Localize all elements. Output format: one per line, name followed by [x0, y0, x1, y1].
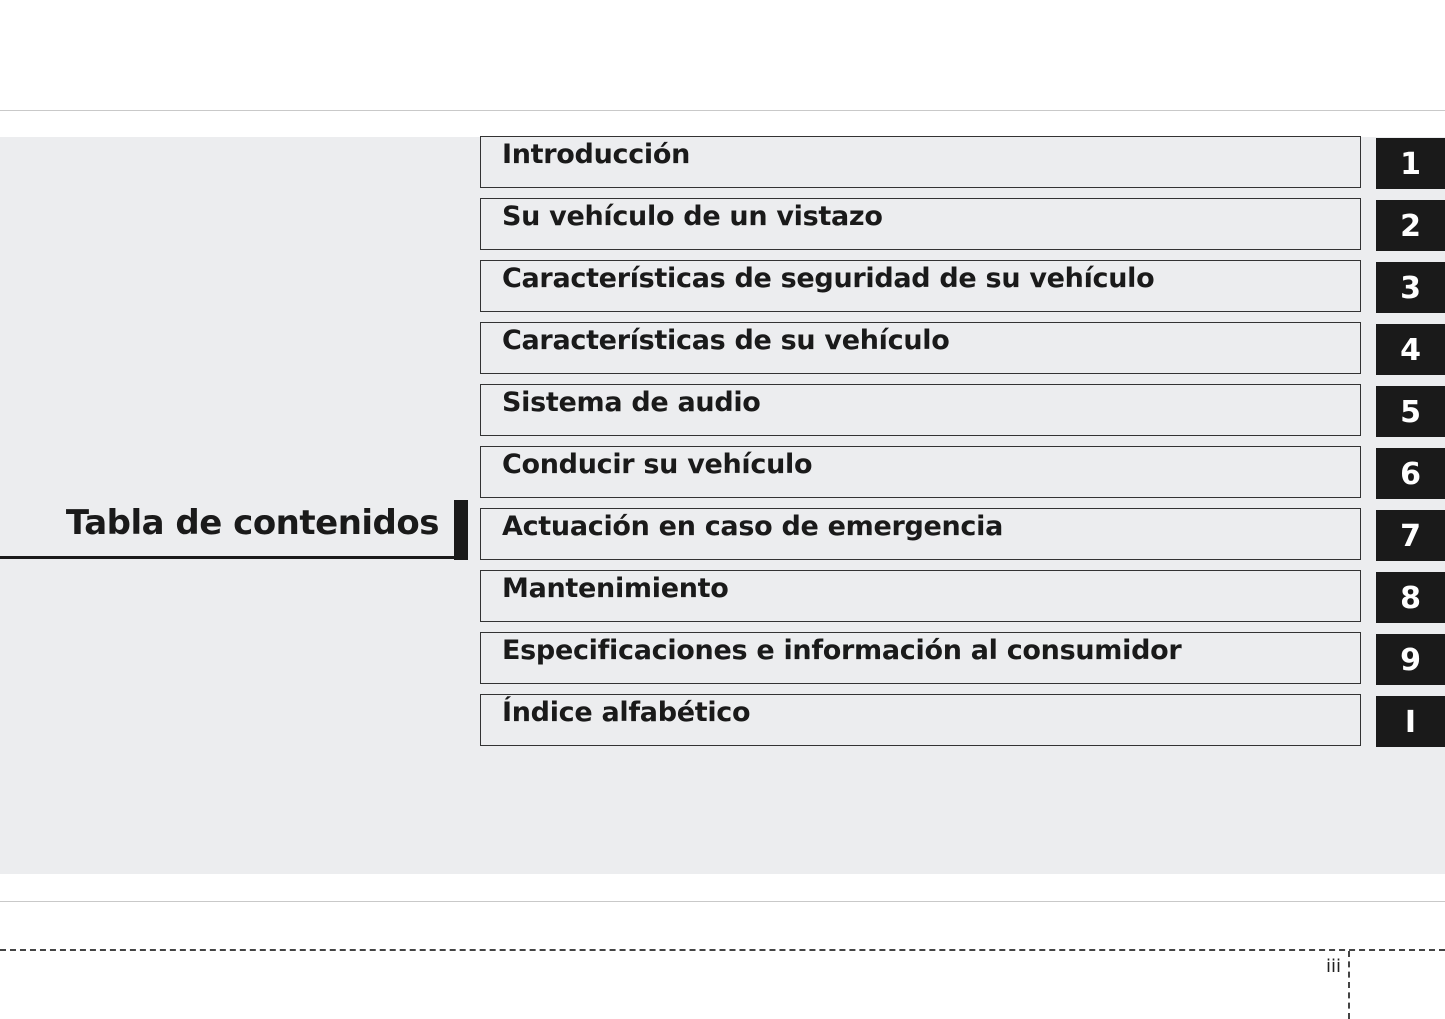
toc-row [480, 508, 1445, 570]
toc-entry-label: Conducir su vehículo [502, 449, 813, 480]
page-title: Tabla de contenidos [65, 503, 439, 543]
chapter-tab-7[interactable]: 7 [1376, 510, 1445, 561]
cut-line-horizontal [0, 949, 1445, 951]
toc-entry-conducir[interactable] [480, 446, 1361, 498]
chapter-tab-4[interactable]: 4 [1376, 324, 1445, 375]
toc-row [480, 632, 1445, 694]
page-number: iii [1325, 956, 1341, 977]
title-accent-bar [454, 500, 468, 560]
toc-row [480, 136, 1445, 198]
toc-entry-label: Especificaciones e información al consumidor [502, 635, 1182, 666]
toc-row [480, 570, 1445, 632]
toc-row [480, 446, 1445, 508]
toc-entry-label: Sistema de audio [502, 387, 761, 418]
toc-entry-label: Características de su vehículo [502, 325, 950, 356]
title-underline [0, 556, 468, 559]
toc-entry-especificaciones[interactable] [480, 632, 1361, 684]
toc-row [480, 322, 1445, 384]
chapter-tab-3[interactable]: 3 [1376, 262, 1445, 313]
chapter-tab-9[interactable]: 9 [1376, 634, 1445, 685]
toc-entry-label: Introducción [502, 139, 691, 170]
top-divider [0, 110, 1445, 111]
toc-entry-emergencia[interactable] [480, 508, 1361, 560]
chapter-tab-index[interactable]: I [1376, 696, 1445, 747]
toc-entry-seguridad[interactable] [480, 260, 1361, 312]
toc-list [480, 136, 1445, 756]
toc-entry-audio[interactable] [480, 384, 1361, 436]
toc-entry-label: Mantenimiento [502, 573, 729, 604]
toc-row [480, 198, 1445, 260]
toc-entry-label: Su vehículo de un vistazo [502, 201, 883, 232]
chapter-tab-5[interactable]: 5 [1376, 386, 1445, 437]
cut-line-vertical [1348, 951, 1350, 1019]
toc-entry-label: Índice alfabético [502, 697, 751, 728]
chapter-tab-8[interactable]: 8 [1376, 572, 1445, 623]
toc-row [480, 694, 1445, 756]
toc-row [480, 384, 1445, 446]
toc-entry-caracteristicas[interactable] [480, 322, 1361, 374]
toc-entry-indice[interactable] [480, 694, 1361, 746]
chapter-tab-1[interactable]: 1 [1376, 138, 1445, 189]
toc-entry-introduccion[interactable] [480, 136, 1361, 188]
chapter-tab-6[interactable]: 6 [1376, 448, 1445, 499]
bottom-divider [0, 901, 1445, 902]
toc-entry-vistazo[interactable] [480, 198, 1361, 250]
toc-entry-label: Características de seguridad de su vehículo [502, 263, 1155, 294]
toc-entry-label: Actuación en caso de emergencia [502, 511, 1004, 542]
toc-entry-mantenimiento[interactable] [480, 570, 1361, 622]
toc-row [480, 260, 1445, 322]
chapter-tab-2[interactable]: 2 [1376, 200, 1445, 251]
